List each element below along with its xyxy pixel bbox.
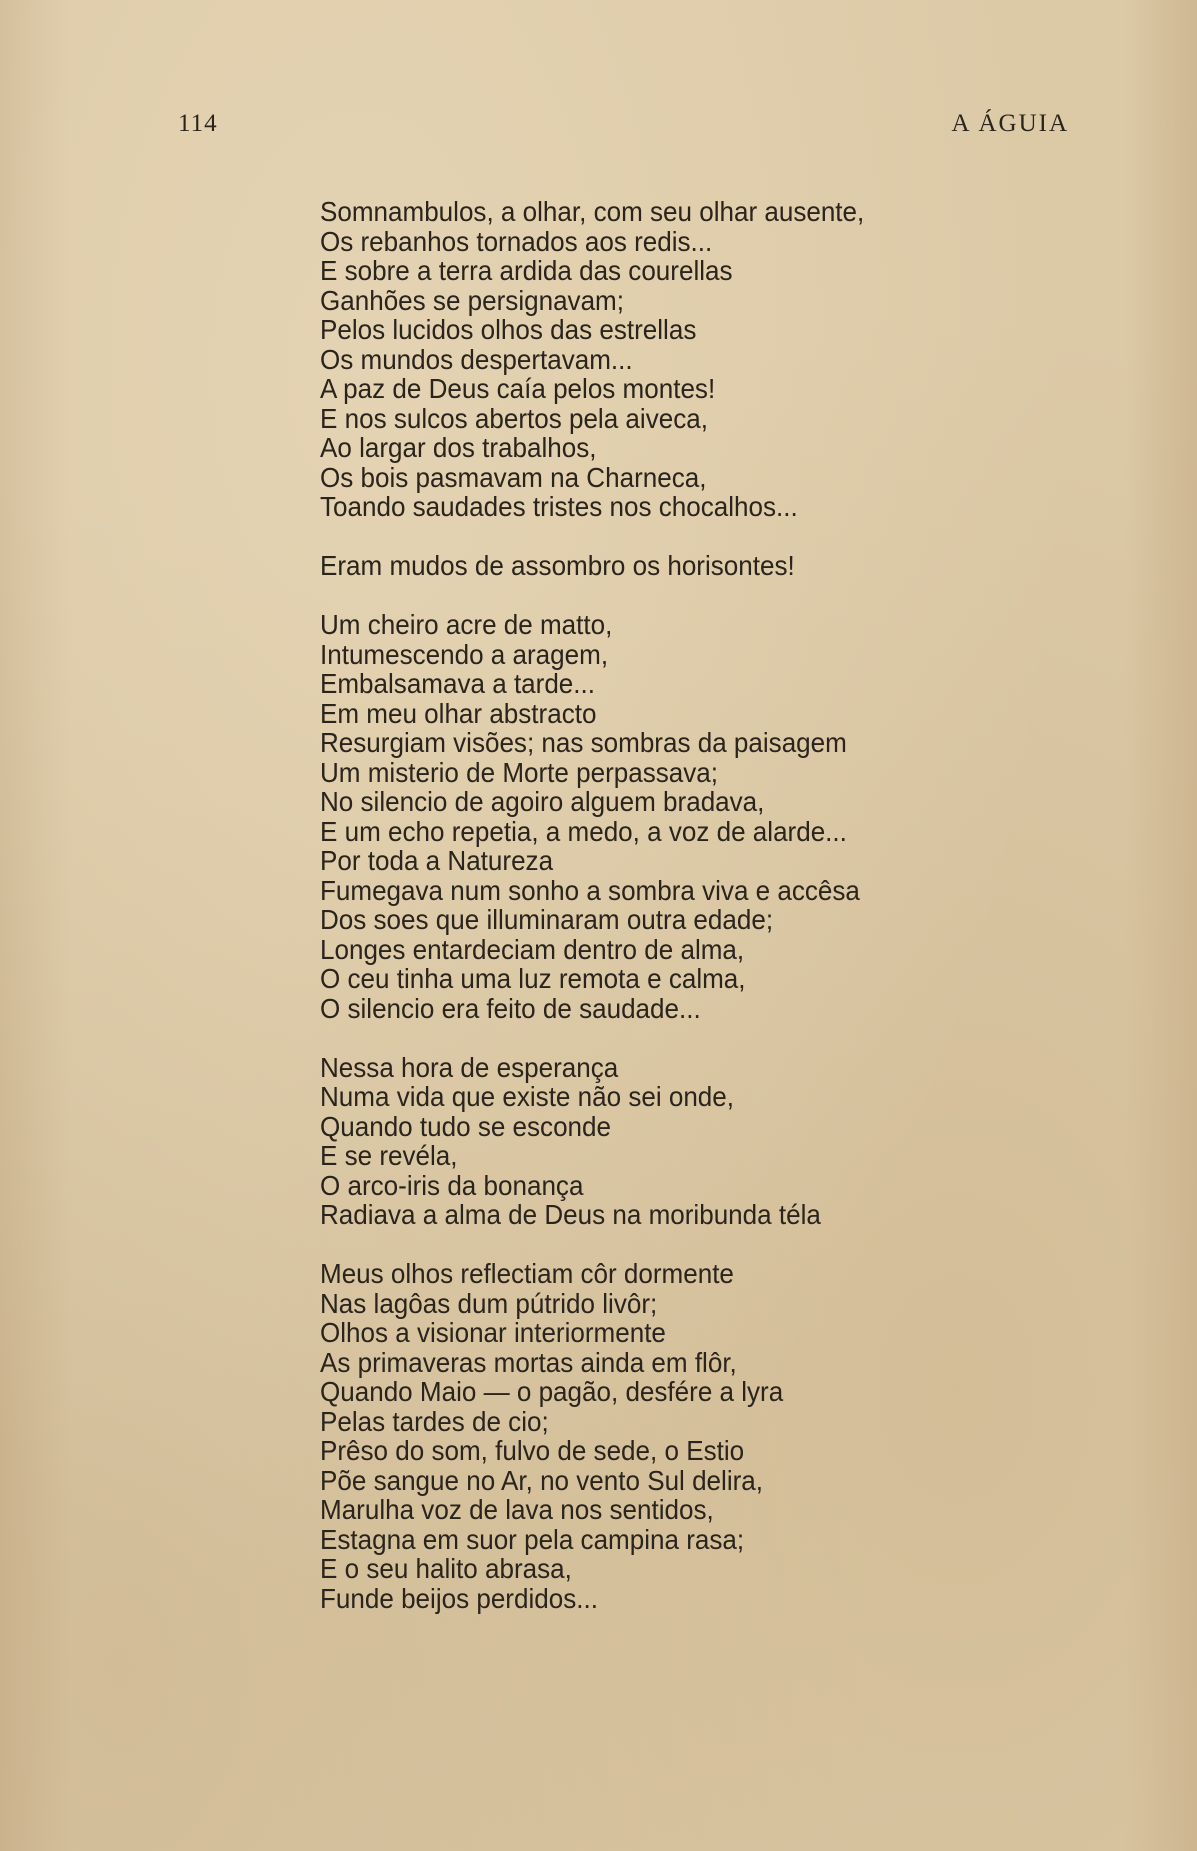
stanza [320,197,1140,522]
poem-line: Longes entardeciam dentro de alma, [320,933,745,965]
poem-line: E se revéla, [320,1140,458,1171]
poem-line: Em meu olhar abstracto [320,697,597,729]
poem-line: As primaveras mortas ainda em flôr, [320,1346,737,1378]
poem-line: Meus olhos reflectiam côr dormente [320,1258,734,1289]
poem-line: No silencio de agoiro alguem bradava, [320,786,765,817]
poem-line: A paz de Deus caía pelos montes! [320,373,716,404]
poem-line: Olhos a visionar interiormente [320,1317,666,1348]
poem-line: Os mundos despertavam... [320,343,633,375]
poem-line: E nos sulcos abertos pela aiveca, [320,402,708,434]
poem-line: Ganhões se persignavam; [320,284,624,316]
poem-line: Pelos lucidos olhos das estrellas [320,314,697,345]
poem-line: Funde beijos perdidos... [320,1582,598,1614]
poem-line: Quando tudo se esconde [320,1110,612,1142]
poem-line: E sobre a terra ardida das courellas [320,255,733,286]
stanza [320,551,1140,581]
poem-line: Ao largar dos trabalhos, [320,432,597,463]
poem-line: Prêso do som, fulvo de sede, o Estio [320,1435,745,1466]
poem-line: Os bois pasmavam na Charneca, [320,461,707,493]
poem-line: Dos soes que illuminaram outra edade; [320,904,774,935]
poem-line: Os rebanhos tornados aos redis... [320,225,713,257]
page-header [178,110,1069,140]
poem-line: Pelas tardes de cio; [320,1405,549,1437]
poem-line: O ceu tinha uma luz remota e calma, [320,963,746,994]
poem-line: O silencio era feito de saudade... [320,992,701,1024]
poem-body [320,197,1140,1643]
poem-line: Radiava a alma de Deus na moribunda téla [320,1199,821,1230]
poem-line: E o seu halito abrasa, [320,1553,572,1584]
poem-line: Põe sangue no Ar, no vento Sul delira, [320,1464,763,1496]
poem-line: Resurgiam visões; nas sombras da paisagem [320,727,847,758]
page-number: 114 [178,110,218,137]
poem-line: Somnambulos, a olhar, com seu olhar ausente, [320,196,865,227]
poem-line: Um misterio de Morte perpassava; [320,756,718,788]
poem-line: Fumegava num sonho a sombra viva e accêsa [320,874,860,906]
poem-line: E um echo repetia, a medo, a voz de alarde... [320,815,847,847]
poem-line: Quando Maio — o pagão, desfére a lyra [320,1376,784,1407]
poem-line: Marulha voz de lava nos sentidos, [320,1494,714,1525]
poem-line: Estagna em suor pela campina rasa; [320,1523,745,1555]
stanza [320,1259,1140,1613]
poem-line: O arco-iris da bonança [320,1169,584,1201]
stanza [320,610,1140,1023]
poem-line: Eram mudos de assombro os horisontes! [320,550,795,581]
poem-line: Intumescendo a aragem, [320,638,609,670]
poem-line: Nas lagôas dum pútrido livôr; [320,1287,658,1319]
poem-line: Nessa hora de esperança [320,1051,619,1083]
poem-line: Por toda a Natureza [320,845,554,876]
running-title: A ÁGUIA [951,110,1069,137]
poem-line: Toando saudades tristes nos chocalhos... [320,491,798,522]
poem-line: Numa vida que existe não sei onde, [320,1081,735,1112]
poem-line: Embalsamava a tarde... [320,668,596,699]
poem-line: Um cheiro acre de matto, [320,609,613,640]
stanza [320,1053,1140,1230]
